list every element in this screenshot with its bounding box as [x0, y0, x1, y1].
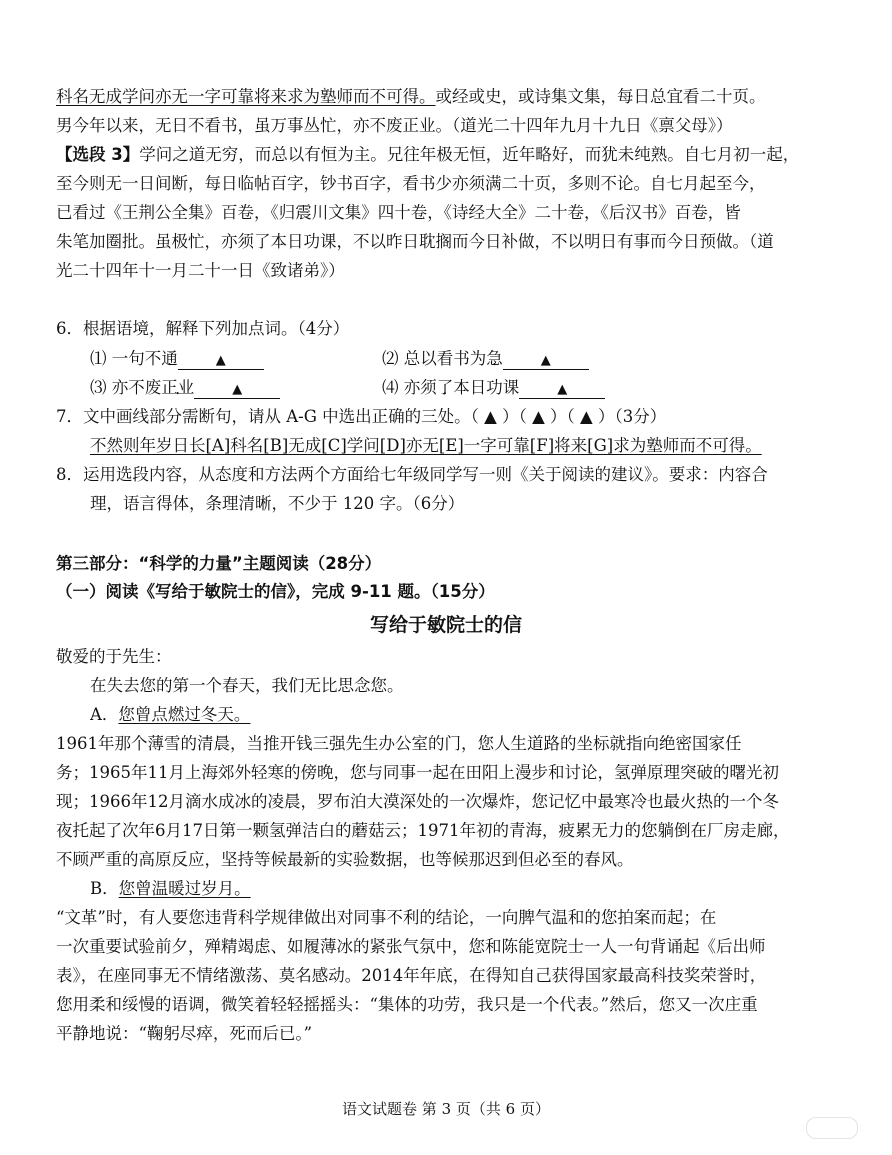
section-1-heading: （一）阅读《写给于敏院士的信》，完成 9-11 题。（15分） [56, 582, 495, 601]
question-7-sentence [90, 435, 862, 457]
question-6-stem: 6．根据语境，解释下列加点词。（4分） [56, 319, 350, 338]
section-b-heading [90, 878, 862, 900]
dotted-word: 正业 [161, 378, 195, 397]
q6-item-d: ⑷ 亦须 [382, 378, 437, 397]
answer-blank[interactable]: ▲ [178, 353, 264, 370]
passage-line-5: 已看过《王荆公全集》百卷，《归震川文集》四十卷，《诗经大全》二十卷，《后汉书》百卷，皆 [56, 203, 741, 222]
dotted-word: 了 [436, 378, 454, 397]
passage-line-1 [56, 86, 862, 108]
letter-salutation: 敬爱的于先生： [56, 647, 172, 666]
letter-p3-line-2: 一次重要试验前夕，殚精竭虑、如履薄冰的紧张气氛中，您和陈能宽院士一人一句背诵起《后出师 [56, 937, 766, 956]
letter-p3-line-1: “文革”时，有人要您违背科学规律做出对同事不利的结论，一向脾气温和的您拍案而起；在 [56, 908, 717, 927]
section-a-heading [90, 704, 862, 726]
section-a-label: A． [90, 705, 119, 724]
q6-item-a: ⑴ 一句不 [90, 349, 162, 368]
q6-item-d-wrap [382, 377, 605, 399]
letter-paragraph-1: 在失去您的第一个春天，我们无比思念您。 [90, 676, 404, 695]
answer-blank[interactable]: ▲ [503, 353, 589, 370]
question-8-line-2: 理，语言得体，条理清晰，不少于 120 字。（6分） [90, 494, 465, 513]
q6-item-b-wrap [382, 348, 589, 370]
letter-p2-line-2: 务；1965年11月上海郊外轻寒的傍晚，您与同事一起在田阳上漫步和讨论，氢弹原理突破的曙光初 [56, 763, 779, 782]
underlined-phrase: 科名无成学问亦无一字可靠将来求为塾师而不可得。 [56, 87, 436, 106]
letter-p2-line-3: 现；1966年12月滴水成冰的凌晨，罗布泊大漠深处的一次爆炸，您记忆中最寒冷也最火热的一个冬 [56, 792, 779, 811]
q6-item-b: ⑵ 总以看书为 [382, 349, 487, 368]
section-b-label: B． [90, 879, 119, 898]
passage-line-3 [56, 144, 862, 166]
question-6-items-row-1 [90, 348, 862, 370]
q6-item-d-rest: 本日功课 [453, 378, 520, 397]
answer-blank[interactable]: ▲ [194, 382, 280, 399]
question-7-stem: 7．文中画线部分需断句，请从 A-G 中选出正确的三处。（ ▲ ）（ ▲ ）（ ▲ ）（3分） [56, 407, 667, 426]
section-b-title: 您曾温暖过岁月。 [118, 879, 251, 898]
passage-line-2: 男今年以来，无日不看书，虽万事丛忙，亦不废正业。（道光二十四年九月十九日《禀父母》） [56, 116, 733, 135]
q6-item-c: ⑶ 亦不废 [90, 378, 162, 397]
question-8-line-1: 8．运用选段内容，从态度和方法两个方面给七年级同学写一则《关于阅读的建议》。要求：内容合 [56, 465, 768, 484]
part-3-heading: 第三部分：“科学的力量”主题阅读（28分） [56, 554, 382, 573]
page-footer: 语文试题卷 第 3 页（共 6 页） [342, 1100, 550, 1118]
letter-p3-line-4: 您用柔和绥慢的语调，微笑着轻轻摇摇头：“集体的功劳，我只是一个代表。”然后，您又一次庄重 [56, 995, 758, 1014]
passage-line-6: 朱笔加圈批。虽极忙，亦须了本日功课，不以昨日耽搁而今日补做，不以明日有事而今日预做。（道 [56, 232, 774, 251]
passage-text: 或经或史，或诗集文集，每日总宜看二十页。 [435, 87, 766, 106]
watermark-logo [806, 1117, 858, 1139]
letter-p2-line-1: 1961年那个薄雪的清晨，当推开钱三强先生办公室的门，您人生道路的坐标就指向绝密国家任 [56, 734, 742, 753]
excerpt-label: 【选段 3】 [56, 145, 140, 164]
dotted-word: 通 [161, 349, 178, 368]
letter-p2-line-5: 不顾严重的高原反应，坚持等候最新的实验数据，也等候那迟到但必至的春风。 [56, 850, 634, 869]
passage-text: 学问之道无穷，而总以有恒为主。兄往年极无恒，近年略好，而犹未纯熟。自七月初一起， [139, 145, 800, 164]
question-6-items-row-2 [90, 377, 862, 399]
underlined-sentence: 不然则年岁日长[A]科名[B]无成[C]学问[D]亦无[E]一字可靠[F]将来[G]求为塾师而不可得。 [90, 436, 762, 455]
letter-p3-line-3: 表》，在座同事无不情绪激荡、莫名感动。2014年年底，在得知自己获得国家最高科技奖荣誉时， [56, 966, 767, 985]
answer-blank[interactable]: ▲ [519, 382, 605, 399]
passage-line-7: 光二十四年十一月二十一日《致诸弟》） [56, 261, 345, 280]
section-a-title: 您曾点燃过冬天。 [118, 705, 251, 724]
article-title: 写给于敏院士的信 [369, 614, 522, 636]
letter-p3-line-5: 平静地说：“鞠躬尽瘁，死而后已。” [56, 1024, 313, 1043]
letter-p2-line-4: 夜托起了次年6月17日第一颗氢弹洁白的蘑菇云；1971年初的青海，疲累无力的您躺倒在厂房走廊， [56, 821, 790, 840]
passage-line-4: 至今则无一日间断，每日临帖百字，钞书百字，看书少亦须满二十页，多则不论。自七月起至今， [56, 174, 766, 193]
dotted-word: 急 [486, 349, 503, 368]
